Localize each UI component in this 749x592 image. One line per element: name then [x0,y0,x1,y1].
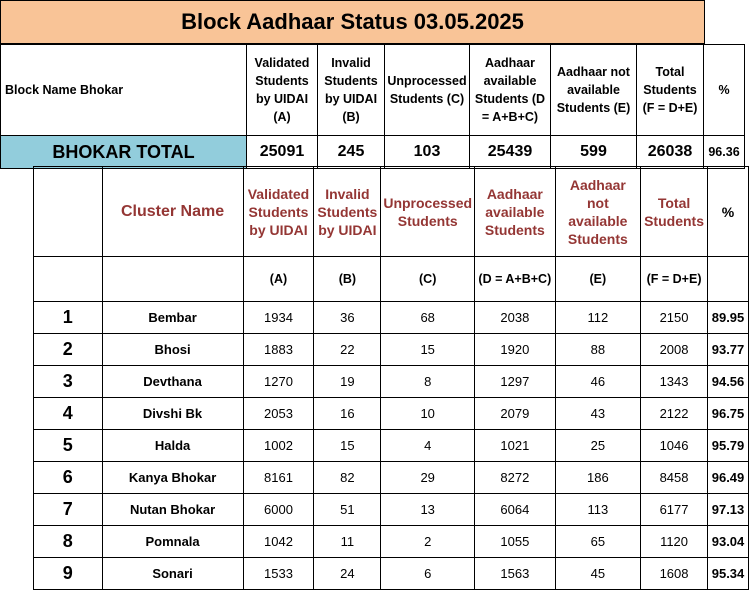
row-sr-number: 1 [34,302,103,334]
row-sr-number: 2 [34,334,103,366]
cell-validated: 8161 [243,462,314,494]
cell-unprocessed: 4 [381,430,475,462]
cell-aadhaar-not-available: 113 [555,494,640,526]
table-row [34,302,749,334]
cell-aadhaar-available: 1920 [475,334,556,366]
cluster-name: Devthana [102,366,243,398]
cell-aadhaar-not-available: 43 [555,398,640,430]
cluster-header-aadhaar-available: Aadhaar available Students [475,167,556,257]
cluster-name-header: Cluster Name [102,167,243,257]
cell-total-students: 8458 [641,462,708,494]
cell-percent: 94.56 [708,366,749,398]
cell-total-students: 1608 [641,558,708,590]
block-summary-table [0,44,745,169]
cell-percent: 96.49 [708,462,749,494]
cell-aadhaar-not-available: 45 [555,558,640,590]
cell-unprocessed: 8 [381,366,475,398]
cluster-name: Kanya Bhokar [102,462,243,494]
cell-invalid: 11 [314,526,381,558]
header-aadhaar-available: Aadhaar available Students (D = A+B+C) [470,45,551,136]
cell-invalid: 36 [314,302,381,334]
cell-validated: 1042 [243,526,314,558]
table-row [34,494,749,526]
cell-validated: 1533 [243,558,314,590]
cell-percent: 93.04 [708,526,749,558]
cell-invalid: 19 [314,366,381,398]
total-validated: 25091 [247,136,318,169]
cell-unprocessed: 68 [381,302,475,334]
cluster-header-invalid: Invalid Students by UIDAI [314,167,381,257]
cell-unprocessed: 13 [381,494,475,526]
formula-a: (A) [243,257,314,302]
row-sr-number: 5 [34,430,103,462]
cell-invalid: 22 [314,334,381,366]
cell-aadhaar-not-available: 46 [555,366,640,398]
cluster-header-sr [34,167,103,257]
cell-aadhaar-available: 6064 [475,494,556,526]
header-percent: % [704,45,745,136]
cluster-header-unprocessed: Unprocessed Students [381,167,475,257]
cell-aadhaar-not-available: 112 [555,302,640,334]
cell-validated: 6000 [243,494,314,526]
cell-validated: 1883 [243,334,314,366]
report-title: Block Aadhaar Status 03.05.2025 [0,0,705,44]
cell-validated: 1934 [243,302,314,334]
cell-validated: 2053 [243,398,314,430]
cell-invalid: 16 [314,398,381,430]
cell-validated: 1270 [243,366,314,398]
formula-row [34,257,749,302]
row-sr-number: 4 [34,398,103,430]
cluster-header-validated: Validated Students by UIDAI [243,167,314,257]
cell-validated: 1002 [243,430,314,462]
header-validated: Validated Students by UIDAI (A) [247,45,318,136]
formula-b: (B) [314,257,381,302]
cluster-header-aadhaar-not-available: Aadhaar not available Students [555,167,640,257]
formula-c: (C) [381,257,475,302]
cell-percent: 95.79 [708,430,749,462]
cluster-table [33,166,749,590]
total-unprocessed: 103 [385,136,470,169]
cluster-name: Bembar [102,302,243,334]
cell-aadhaar-available: 1563 [475,558,556,590]
cluster-header-percent: % [708,167,749,257]
total-percent: 96.36 [704,136,745,169]
cell-percent: 95.34 [708,558,749,590]
cluster-name: Divshi Bk [102,398,243,430]
cell-unprocessed: 15 [381,334,475,366]
cell-aadhaar-available: 8272 [475,462,556,494]
formula-f: (F = D+E) [641,257,708,302]
cell-invalid: 51 [314,494,381,526]
cluster-name: Sonari [102,558,243,590]
cell-aadhaar-available: 1297 [475,366,556,398]
formula-name [102,257,243,302]
block-header-row [1,45,745,136]
block-total-row [1,136,745,169]
cell-invalid: 82 [314,462,381,494]
cell-unprocessed: 10 [381,398,475,430]
formula-sr [34,257,103,302]
header-aadhaar-not-available: Aadhaar not available Students (E) [551,45,637,136]
cluster-name: Pomnala [102,526,243,558]
block-name-label: Block Name Bhokar [1,45,247,136]
header-total-students: Total Students (F = D+E) [637,45,704,136]
block-total-label: BHOKAR TOTAL [1,136,247,169]
cell-aadhaar-available: 1021 [475,430,556,462]
cell-unprocessed: 2 [381,526,475,558]
cell-percent: 97.13 [708,494,749,526]
cell-invalid: 15 [314,430,381,462]
cell-unprocessed: 6 [381,558,475,590]
cell-aadhaar-available: 1055 [475,526,556,558]
table-row [34,526,749,558]
cell-percent: 89.95 [708,302,749,334]
cluster-name: Halda [102,430,243,462]
title-spacer [705,0,749,44]
cell-unprocessed: 29 [381,462,475,494]
table-row [34,462,749,494]
cell-total-students: 2008 [641,334,708,366]
table-row [34,366,749,398]
cell-percent: 93.77 [708,334,749,366]
cell-aadhaar-not-available: 65 [555,526,640,558]
header-unprocessed: Unprocessed Students (C) [385,45,470,136]
formula-e: (E) [555,257,640,302]
cell-total-students: 2150 [641,302,708,334]
cluster-name: Bhosi [102,334,243,366]
cell-total-students: 6177 [641,494,708,526]
cell-total-students: 1120 [641,526,708,558]
total-aadhaar-available: 25439 [470,136,551,169]
cell-total-students: 1046 [641,430,708,462]
table-row [34,558,749,590]
table-row [34,398,749,430]
cluster-name: Nutan Bhokar [102,494,243,526]
cluster-header-row [34,167,749,257]
total-invalid: 245 [318,136,385,169]
cell-aadhaar-not-available: 88 [555,334,640,366]
cell-aadhaar-available: 2079 [475,398,556,430]
cell-total-students: 1343 [641,366,708,398]
row-sr-number: 6 [34,462,103,494]
cell-total-students: 2122 [641,398,708,430]
total-students: 26038 [637,136,704,169]
table-row [34,430,749,462]
header-invalid: Invalid Students by UIDAI (B) [318,45,385,136]
total-aadhaar-not-available: 599 [551,136,637,169]
formula-pct [708,257,749,302]
row-sr-number: 3 [34,366,103,398]
cell-aadhaar-available: 2038 [475,302,556,334]
formula-d: (D = A+B+C) [475,257,556,302]
row-sr-number: 9 [34,558,103,590]
row-sr-number: 8 [34,526,103,558]
cell-aadhaar-not-available: 186 [555,462,640,494]
cell-percent: 96.75 [708,398,749,430]
cell-aadhaar-not-available: 25 [555,430,640,462]
table-row [34,334,749,366]
cluster-header-total-students: Total Students [641,167,708,257]
cell-invalid: 24 [314,558,381,590]
row-sr-number: 7 [34,494,103,526]
